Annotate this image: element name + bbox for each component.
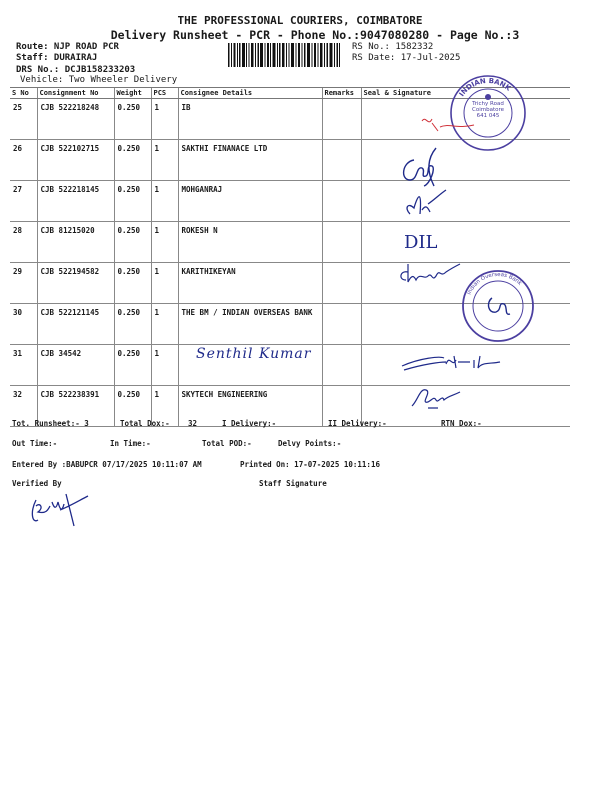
cell-pcs: 1 xyxy=(151,386,178,427)
cell-weight: 0.250 xyxy=(114,181,151,222)
ii-delivery: II Delivery:- xyxy=(328,419,387,428)
cell-sno: 32 xyxy=(10,386,37,427)
cell-consignment: CJB 522121145 xyxy=(37,304,114,345)
stamp-bank-name: INDIAN BANK xyxy=(457,76,513,99)
cell-remarks xyxy=(322,345,361,386)
cell-pcs: 1 xyxy=(151,263,178,304)
entered-by: Entered By :BABUPCR 07/17/2025 10:11:07 AM xyxy=(12,460,202,469)
cell-remarks xyxy=(322,181,361,222)
col-remarks: Remarks xyxy=(322,88,361,99)
cell-weight: 0.250 xyxy=(114,222,151,263)
col-sno: S No xyxy=(10,88,37,99)
drs-number: DRS No.: DCJB158233203 xyxy=(16,65,136,75)
cell-weight: 0.250 xyxy=(114,140,151,181)
cell-weight: 0.250 xyxy=(114,263,151,304)
signature-row-29 xyxy=(396,258,466,288)
out-time: Out Time:- xyxy=(12,439,58,448)
cell-pcs: 1 xyxy=(151,345,178,386)
col-consignment: Consignment No xyxy=(37,88,114,99)
table-row xyxy=(10,222,570,263)
cell-pcs: 1 xyxy=(151,99,178,140)
cell-consignee: IB xyxy=(178,99,322,140)
cell-remarks xyxy=(322,263,361,304)
printed-on: Printed On: 17-07-2025 10:11:16 xyxy=(240,460,380,469)
cell-weight: 0.250 xyxy=(114,345,151,386)
cell-sno: 28 xyxy=(10,222,37,263)
vehicle-label: Vehicle: Two Wheeler Delivery xyxy=(20,75,178,85)
cell-pcs: 1 xyxy=(151,140,178,181)
cell-pcs: 1 xyxy=(151,222,178,263)
staff-label: Staff: DURAIRAJ xyxy=(16,53,98,63)
cell-sno: 30 xyxy=(10,304,37,345)
signature-row-31 xyxy=(400,350,530,376)
cell-weight: 0.250 xyxy=(114,386,151,427)
cell-remarks xyxy=(322,140,361,181)
cell-remarks xyxy=(322,304,361,345)
cell-weight: 0.250 xyxy=(114,304,151,345)
i-delivery: I Delivery:- xyxy=(222,419,277,428)
stamp-branch-address: Trichy Road Coimbatore 641 045 xyxy=(472,101,504,119)
cell-weight: 0.250 xyxy=(114,99,151,140)
cell-consignee: MOHGANRAJ xyxy=(178,181,322,222)
cell-consignee: THE BM / INDIAN OVERSEAS BANK xyxy=(178,304,322,345)
delvy-points: Delvy Points:- xyxy=(278,439,342,448)
total-pod: Total POD:- xyxy=(202,439,252,448)
iob-stamp xyxy=(460,268,536,344)
signature-row-27 xyxy=(400,184,450,224)
route-label: Route: NJP ROAD PCR xyxy=(16,42,119,52)
tot-runsheet: Tot. Runsheet:- 3 xyxy=(12,419,89,428)
cell-consignee: KARITHIKEYAN xyxy=(178,263,322,304)
table-row xyxy=(10,386,570,427)
col-pcs: PCS xyxy=(151,88,178,99)
runsheet-subtitle: Delivery Runsheet - PCR - Phone No.:9047080280 - Page No.:3 xyxy=(110,28,520,42)
rs-number: RS No.: 1582332 xyxy=(352,42,434,52)
cell-remarks xyxy=(322,222,361,263)
cell-consignment: CJB 522218248 xyxy=(37,99,114,140)
rtn-dox: RTN Dox:- xyxy=(441,419,482,428)
cell-consignment: CJB 522238391 xyxy=(37,386,114,427)
cell-consignment: CJB 34542 xyxy=(37,345,114,386)
cell-sno: 27 xyxy=(10,181,37,222)
cell-consignment: CJB 81215020 xyxy=(37,222,114,263)
cell-signature xyxy=(361,222,570,263)
cell-consignment: CJB 522102715 xyxy=(37,140,114,181)
stamp-iob-name: Indian Overseas Bank xyxy=(466,271,523,296)
cell-consignee: SAKTHI FINANACE LTD xyxy=(178,140,322,181)
total-dox-value: 32 xyxy=(188,419,198,428)
col-weight: Weight xyxy=(114,88,151,99)
col-consignee: Consignee Details xyxy=(178,88,322,99)
verified-by-signature xyxy=(26,490,96,530)
staff-signature-label: Staff Signature xyxy=(259,479,327,488)
cell-consignee: SKYTECH ENGINEERING xyxy=(178,386,322,427)
total-dox-label: Total Dox:- xyxy=(120,419,170,428)
signature-row-28: DIL xyxy=(404,232,438,253)
cell-sno: 29 xyxy=(10,263,37,304)
cell-consignment: CJB 522194582 xyxy=(37,263,114,304)
in-time: In Time:- xyxy=(110,439,151,448)
handwritten-consignee-name: Senthil Kumar xyxy=(196,346,312,362)
cell-sno: 26 xyxy=(10,140,37,181)
cell-sno: 31 xyxy=(10,345,37,386)
table-row xyxy=(10,181,570,222)
cell-signature xyxy=(361,181,570,222)
company-title: THE PROFESSIONAL COURIERS, COIMBATORE xyxy=(177,14,423,27)
cell-consignment: CJB 522218145 xyxy=(37,181,114,222)
rs-date: RS Date: 17-Jul-2025 xyxy=(352,53,461,63)
cell-pcs: 1 xyxy=(151,181,178,222)
barcode xyxy=(228,43,340,67)
verified-by-label: Verified By xyxy=(12,479,62,488)
cell-sno: 25 xyxy=(10,99,37,140)
signature-row-26 xyxy=(396,140,446,190)
cell-consignee: ROKESH N xyxy=(178,222,322,263)
col-seal-signature: Seal & Signature xyxy=(361,88,570,99)
cell-pcs: 1 xyxy=(151,304,178,345)
cell-remarks xyxy=(322,99,361,140)
red-initial-mark xyxy=(418,113,478,143)
signature-row-32 xyxy=(408,382,468,412)
